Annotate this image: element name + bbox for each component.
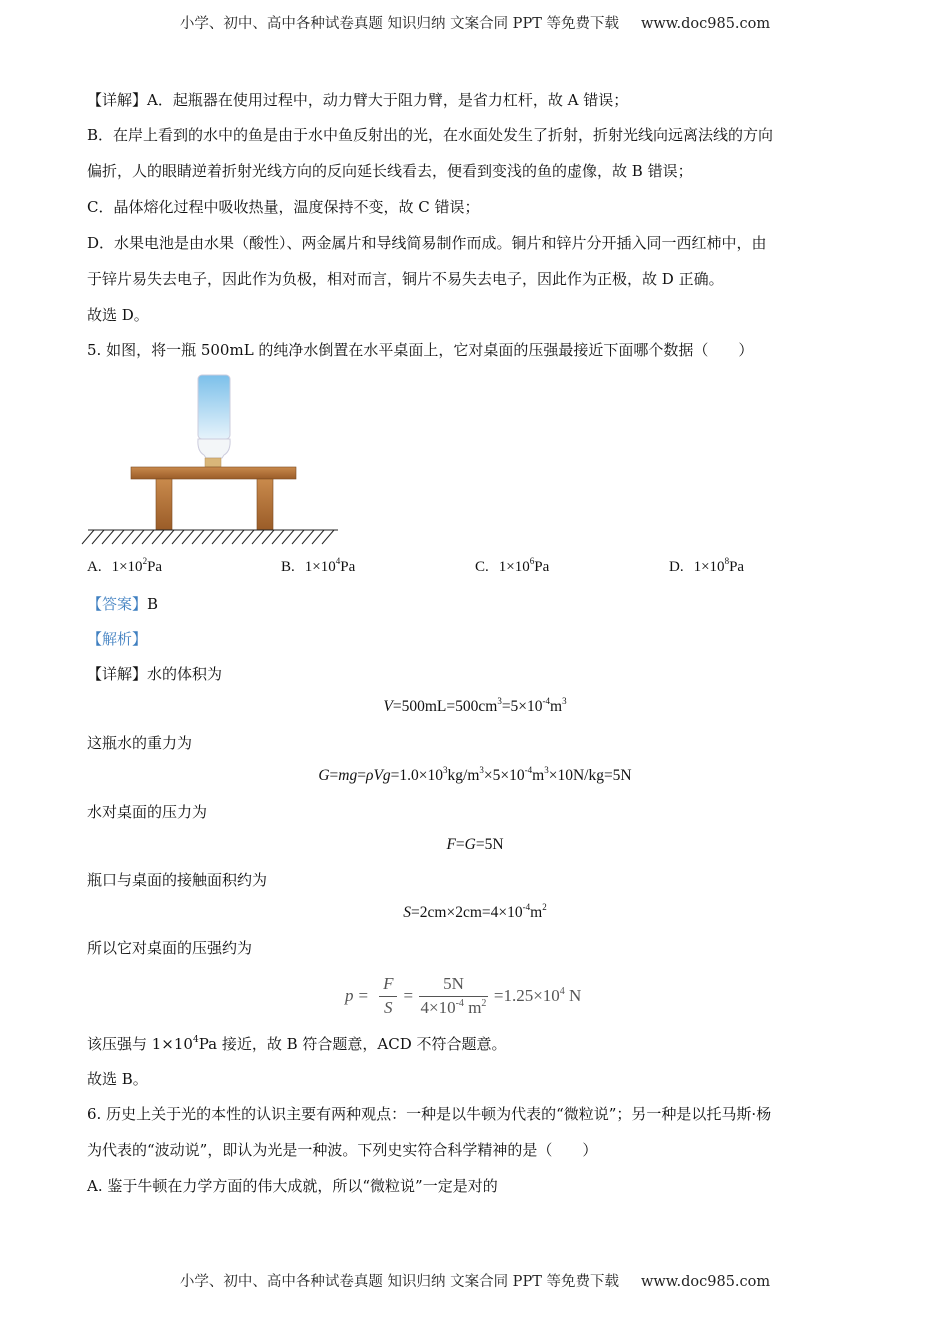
text-segment: S [403,904,412,921]
page-header [0,12,950,33]
text-line [87,1104,771,1124]
text-line [87,125,773,145]
formula-eq: = [358,986,369,1005]
option-label: A. [87,559,102,575]
text-segment: 故选 D。 [87,306,149,324]
text-segment: 水对桌面的压力为 [87,803,208,821]
text-segment: 【详解】水的体积为 [87,665,223,683]
text-segment: V [383,698,393,715]
equation-line [0,903,950,923]
result-exp: 4 [559,986,565,997]
text-line [87,1176,498,1196]
text-line [87,733,192,753]
text-segment: 【详解】A．起瓶器在使用过程中，动力臂大于阻力臂，是省力杠杆，故 A 错误； [87,91,629,109]
option-unit: Pa [340,559,356,575]
superscript: 3 [443,765,448,775]
option-label: D. [669,559,684,575]
option-base: 1×10 [304,559,336,575]
den-exp: -4 [455,998,464,1009]
formula-lhs: p [345,986,354,1005]
table [131,467,296,530]
superscript: -4 [524,765,533,775]
text-line [87,802,207,822]
text-segment: 5. 如图，将一瓶 500mL 的纯净水倒置在水平桌面上，它对桌面的压强最接近下面哪个数据（ ） [87,341,754,359]
text-segment: ×10N/kg=5N [548,767,632,784]
text-segment: 于锌片易失去电子，因此作为负极，相对而言，铜片不易失去电子，因此作为正极，故 D 正确。 [87,270,724,288]
text-segment: 6. 历史上关于光的本性的认识主要有两种观点：一种是以牛顿为代表的“微粒说”；另一种是以托马斯·杨 [87,1105,772,1123]
superscript: -4 [522,902,531,912]
text-segment: 为代表的“波动说”，即认为光是一种波。下列史实符合科学精神的是（ ） [87,1141,598,1159]
text-segment: 故选 B。 [87,1070,148,1088]
superscript: 2 [542,902,547,912]
fraction-value-denominator [421,997,487,1018]
text-line [87,938,252,958]
water-bottle [198,375,230,467]
result-base: =1.25×10 [493,986,560,1005]
formula-result [494,986,581,1006]
option-exponent: 8 [724,556,730,566]
option-exponent: 6 [529,556,535,566]
section-label: 【解析】 [87,630,148,648]
text-segment: B．在岸上看到的水中的鱼是由于水中鱼反射出的光，在水面处发生了折射，折射光线向远离法线的方向 [87,126,774,144]
option-unit: Pa [147,559,163,575]
text-segment: G [464,836,476,853]
header-text: 小学、初中、高中各种试卷真题 知识归纳 文案合同 PPT 等免费下载 [179,16,619,32]
option-unit: Pa [534,559,550,575]
text-segment: A. 鉴于牛顿在力学方面的伟大成就，所以“微粒说”一定是对的 [87,1177,498,1195]
option-exponent: 4 [335,556,341,566]
text-segment: ρVg [366,767,391,784]
text-segment: Pa 接近，故 B 符合题意，ACD 不符合题意。 [198,1035,507,1053]
option-base: 1×10 [498,559,530,575]
text-segment: =5N [475,836,504,853]
text-segment: =5×10 [501,698,543,715]
text-segment: = [329,767,339,784]
equation-line [0,766,950,786]
superscript: 3 [497,696,502,706]
option-base: 1×10 [111,559,143,575]
option-label: C. [475,559,489,575]
text-segment: 这瓶水的重力为 [87,734,193,752]
text-segment: =2cm×2cm=4×10 [411,904,523,921]
text-segment: 偏折，人的眼睛逆着折射光线方向的反向延长线看去，便看到变浅的鱼的虚像，故 B 错误； [87,162,693,180]
equation-line [0,697,950,717]
text-segment: 瓶口与桌面的接触面积约为 [87,871,268,889]
option-c [475,556,550,576]
option-exponent: 2 [142,556,148,566]
text-line [87,1034,507,1054]
option-d [669,556,745,576]
ground-hatching [82,530,338,544]
text-segment: F [446,836,456,853]
bottle-on-table-figure [80,365,350,550]
text-segment: = [455,836,465,853]
footer-text: 小学、初中、高中各种试卷真题 知识归纳 文案合同 PPT 等免费下载 [179,1274,619,1290]
text-line [87,629,147,649]
text-line [87,1140,597,1160]
fraction-f-over-s [379,974,397,1018]
text-line [87,90,628,110]
text-line [87,870,267,890]
header-url[interactable]: www.doc985.com [640,16,771,32]
text-line [87,269,724,289]
equation-line [0,835,950,855]
text-segment: = [357,767,366,784]
text-line [87,664,222,684]
option-base: 1×10 [693,559,725,575]
text-line [87,1069,148,1089]
text-line [87,161,693,181]
text-segment: m [530,904,543,921]
den-unit: m [463,998,482,1017]
pressure-formula [345,970,581,1022]
page-footer [0,1270,950,1291]
text-line [87,305,149,325]
text-segment: m [532,767,545,784]
formula-eq-2: = [403,986,414,1005]
text-segment: mg [338,767,358,784]
superscript: 4 [192,1035,199,1045]
option-label: B. [281,559,295,575]
text-line [87,197,480,217]
text-segment: C．晶体熔化过程中吸收热量，温度保持不变，故 C 错误； [87,198,480,216]
fraction-value-numerator: 5N [419,974,488,997]
superscript: 3 [479,765,484,775]
text-segment: B [147,595,159,613]
text-segment: =1.0×10 [390,767,444,784]
text-segment: 该压强与 1×10 [87,1035,193,1053]
text-segment: m [550,698,563,715]
option-b [281,556,356,576]
fraction-values [419,974,488,1018]
superscript: -4 [542,696,551,706]
text-line [87,340,753,360]
text-segment: D．水果电池是由水果（酸性）、两金属片和导线简易制作而成。铜片和锌片分开插入同一西红柿中，由 [87,234,767,252]
fraction-denominator: S [384,998,393,1017]
superscript: 3 [562,696,567,706]
text-segment: 所以它对桌面的压强约为 [87,939,253,957]
superscript: 3 [544,765,549,775]
result-unit: N [564,986,582,1005]
text-line [87,594,158,614]
den-base: 4×10 [420,998,456,1017]
option-unit: Pa [729,559,745,575]
text-segment: kg/m [447,767,480,784]
text-segment: =500mL=500cm [392,698,498,715]
text-segment: ×5×10 [483,767,525,784]
text-segment: G [318,767,330,784]
den-unit-exp: 2 [481,998,487,1009]
text-line [87,233,767,253]
fraction-numerator: F [379,974,397,997]
option-a [87,556,163,576]
section-label: 【答案】 [87,595,148,613]
footer-url[interactable]: www.doc985.com [640,1274,771,1290]
